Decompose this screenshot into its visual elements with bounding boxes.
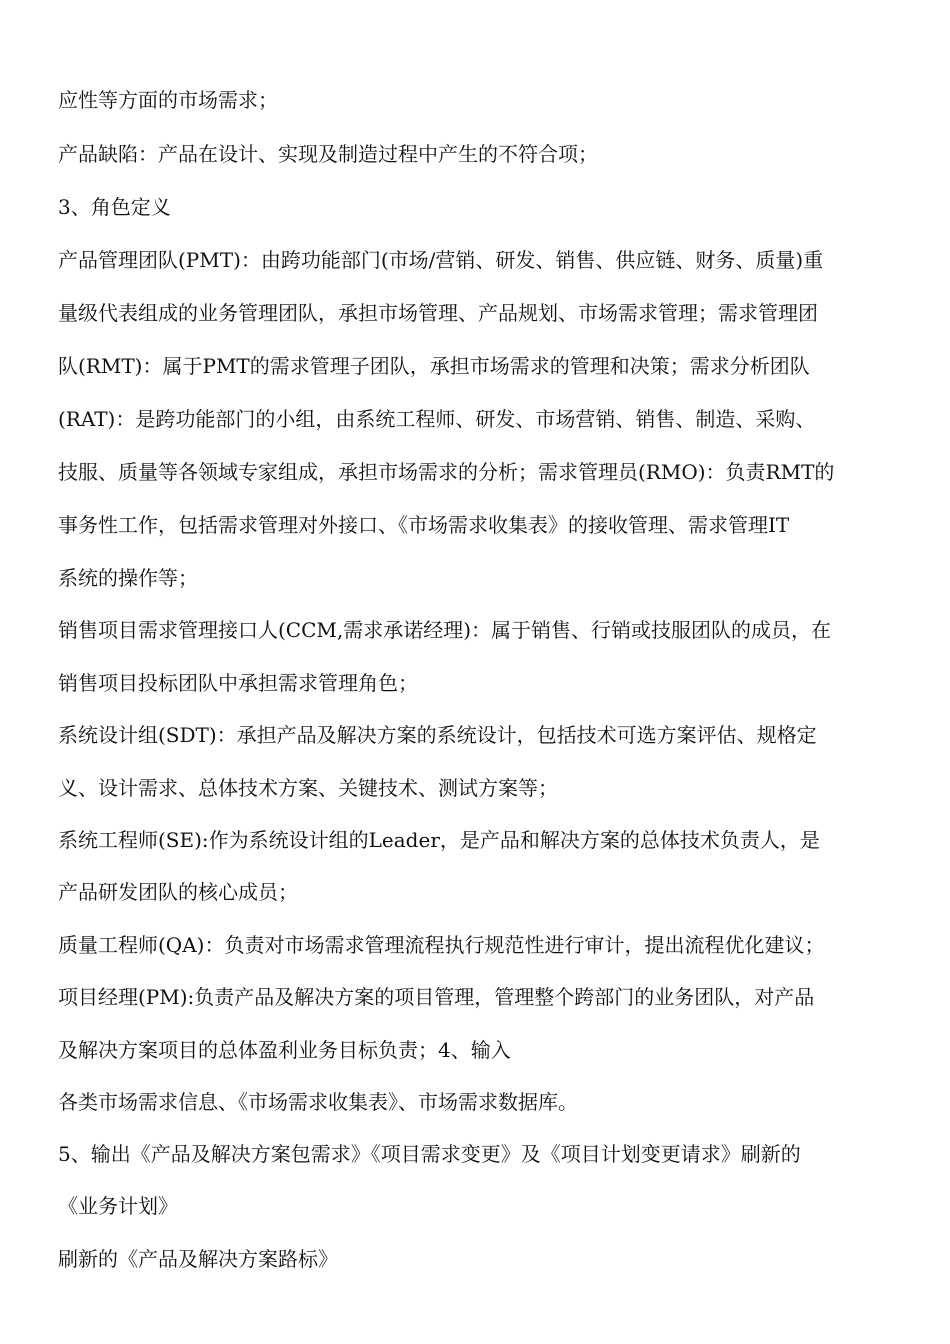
- text-line: 5、输出《产品及解决方案包需求》《项目需求变更》及《项目计划变更请求》刷新的: [58, 1142, 801, 1166]
- text-line: 技服、质量等各领域专家组成，承担市场需求的分析；需求管理员(RMO)：负责RMT的: [58, 460, 835, 484]
- text-line: (RAT)：是跨功能部门的小组，由系统工程师、研发、市场营销、销售、制造、采购、: [58, 407, 816, 431]
- text-line: 产品管理团队(PMT)：由跨功能部门(市场/营销、研发、销售、供应链、财务、质量)重: [58, 248, 824, 272]
- text-line: 系统的操作等；: [58, 566, 198, 590]
- text-line: 销售项目投标团队中承担需求管理角色；: [58, 671, 418, 695]
- section-heading: 3、角色定义: [58, 195, 171, 219]
- text-line: 量级代表组成的业务管理团队，承担市场管理、产品规划、市场需求管理；需求管理团: [58, 301, 818, 325]
- text-line: 项目经理(PM):负责产品及解决方案的项目管理，管理整个跨部门的业务团队，对产品: [58, 985, 815, 1009]
- text-line: 刷新的《产品及解决方案路标》: [58, 1247, 338, 1271]
- text-line: 事务性工作，包括需求管理对外接口、《市场需求收集表》的接收管理、需求管理IT: [58, 513, 790, 537]
- text-line: 队(RMT)：属于PMT的需求管理子团队，承担市场需求的管理和决策；需求分析团队: [58, 354, 810, 378]
- text-line: 产品研发团队的核心成员；: [58, 880, 298, 904]
- text-line: 应性等方面的市场需求；: [58, 88, 278, 112]
- text-line: 销售项目需求管理接口人(CCM,需求承诺经理)：属于销售、行销或技服团队的成员，在: [58, 618, 832, 642]
- text-line: 《业务计划》: [58, 1194, 178, 1218]
- text-line: 产品缺陷：产品在设计、实现及制造过程中产生的不符合项；: [58, 142, 598, 166]
- text-line: 质量工程师(QA)：负责对市场需求管理流程执行规范性进行审计，提出流程优化建议；: [58, 933, 825, 957]
- text-line: 各类市场需求信息、《市场需求收集表》、市场需求数据库。: [58, 1090, 578, 1114]
- text-line: 系统设计组(SDT)：承担产品及解决方案的系统设计，包括技术可选方案评估、规格定: [58, 723, 817, 747]
- text-line: 及解决方案项目的总体盈利业务目标负责；4、输入: [58, 1038, 511, 1062]
- text-line: 义、设计需求、总体技术方案、关键技术、测试方案等；: [58, 776, 558, 800]
- text-line: 系统工程师(SE):作为系统设计组的Leader，是产品和解决方案的总体技术负责人，是: [58, 828, 820, 852]
